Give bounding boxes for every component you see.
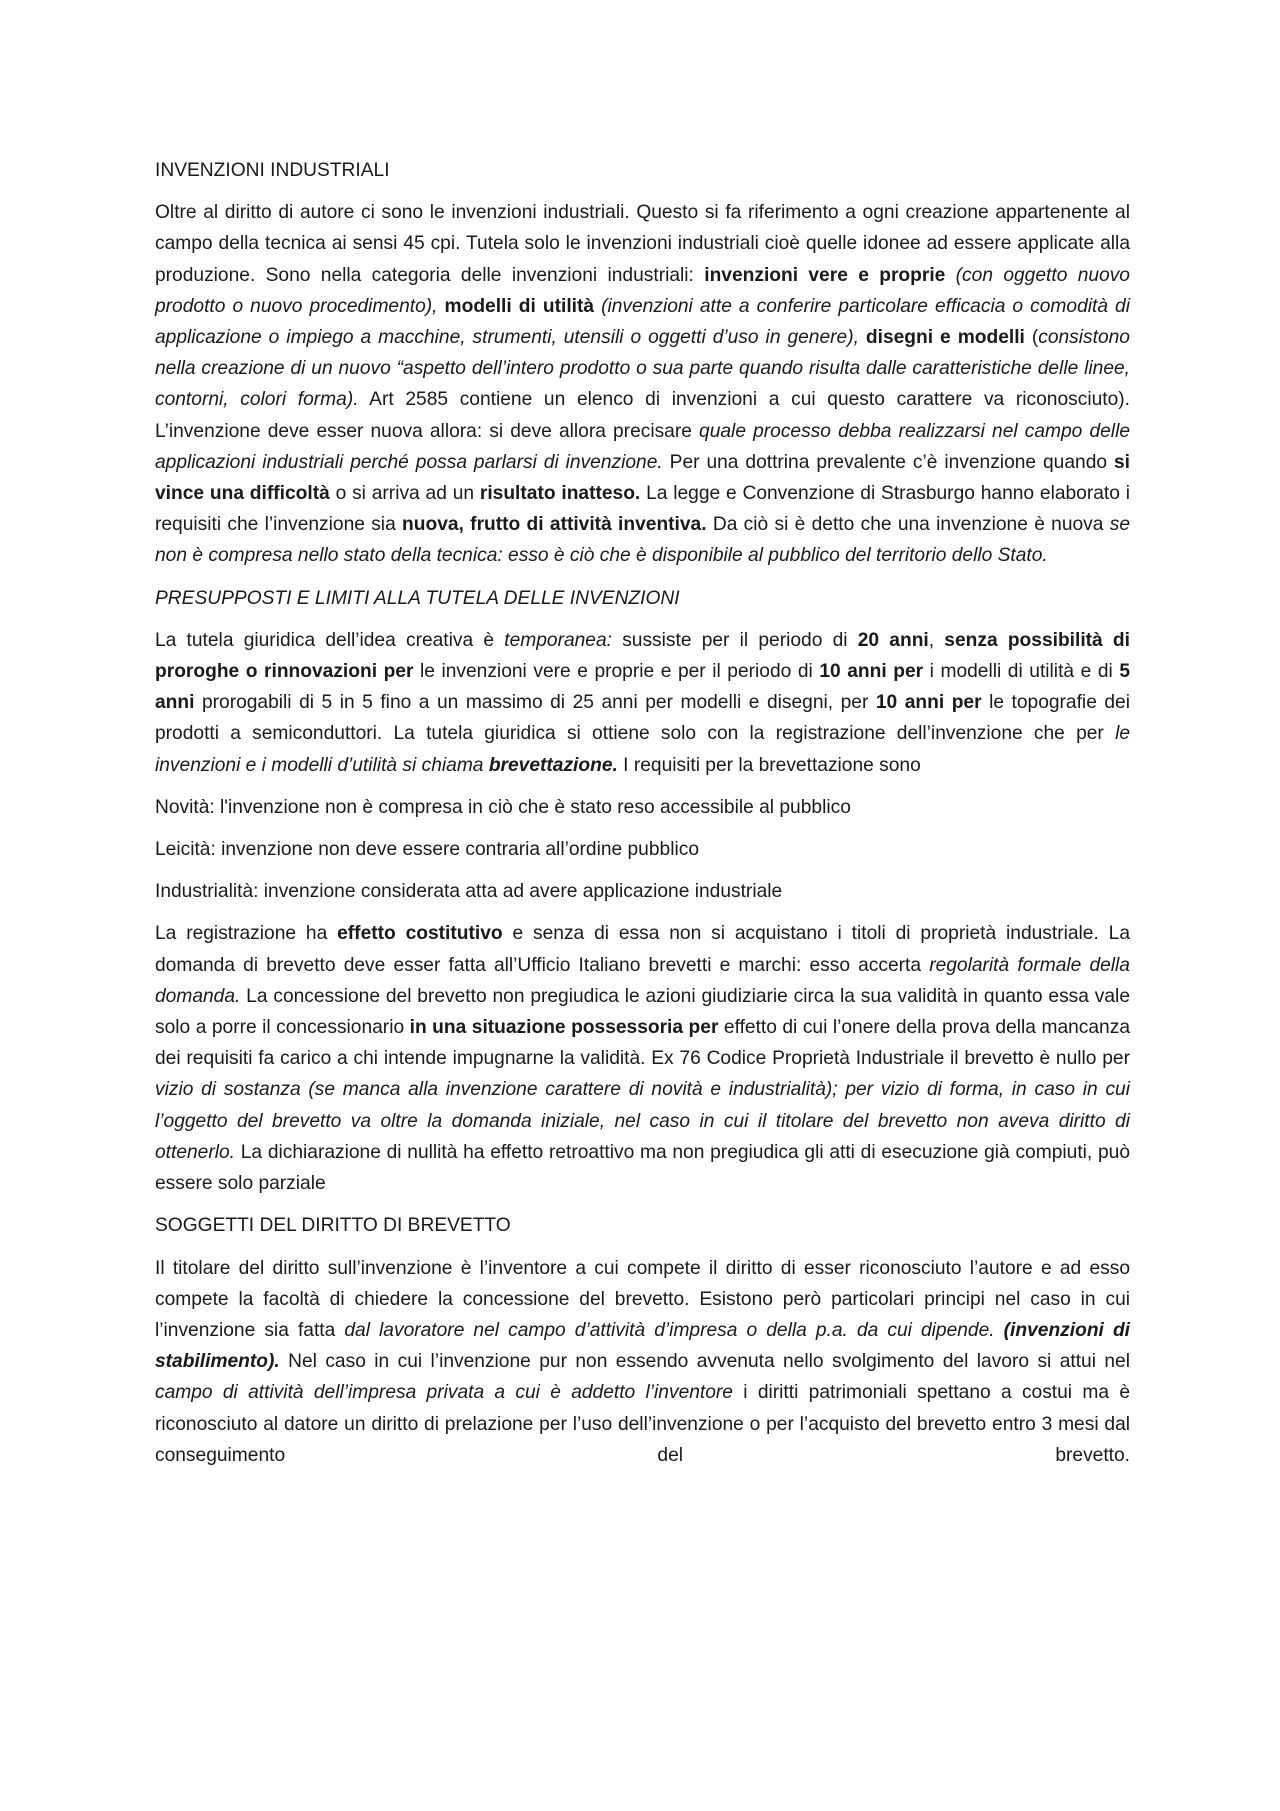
paragraph — [155, 1253, 1130, 1471]
text-run: in una situazione possessoria per — [409, 1017, 719, 1039]
requirement-novita: Novità: l'invenzione non è compresa in ciò che è stato reso accessibile al pubblico — [155, 796, 851, 818]
text-run: invenzioni vere e proprie — [704, 264, 946, 286]
text-run: o si arriva ad un — [329, 483, 480, 505]
text-run: sussiste per il periodo di — [611, 629, 858, 651]
text-run: brevettazione. — [488, 754, 618, 776]
requirement-industrialita: Industrialità: invenzione considerata atta ad avere applicazione industriale — [155, 881, 783, 903]
text-run: campo di attività dell’impresa privata a cui è addetto l’inventore — [155, 1382, 733, 1404]
text-run: 10 anni per — [819, 661, 924, 683]
text-run: Da ciò si è detto che una invenzione è nuova — [706, 514, 1110, 536]
text-run: effetto di cui l’onere della prova della mancanza dei requisiti fa carico a chi intende impugnarne la validità. Ex 76 Codice Proprietà Industriale il brevetto è nullo per — [155, 1017, 1130, 1070]
section-title-invenzioni-industriali: INVENZIONI INDUSTRIALI — [155, 160, 390, 181]
text-run: le invenzioni vere e proprie e per il periodo di — [413, 661, 820, 683]
text-run: I requisiti per la brevettazione sono — [617, 754, 921, 776]
paragraph — [155, 918, 1130, 1199]
text-run: i diritti patrimoniali spettano a costui ma è riconosciuto al datore un diritto di prelazione per l’uso dell’invenzione o per l’acquisto del brevetto entro 3 mesi dal conseguimento del brevetto. — [155, 1382, 1130, 1466]
text-run: consistono nella creazione di un nuovo “aspetto dell’intero prodotto o sua parte quando risulta dalle caratteristiche delle linee, contorni, colori forma). — [155, 327, 1130, 411]
paragraph — [155, 197, 1130, 571]
document-page — [155, 155, 1130, 1482]
text-run: (con oggetto nuovo prodotto o nuovo procedimento), — [155, 264, 1130, 317]
text-run: Nel caso in cui l’invenzione pur non essendo avvenuta nello svolgimento del lavoro si attui nel — [279, 1351, 1130, 1373]
text-run: risultato inatteso. — [479, 483, 641, 505]
text-run: La dichiarazione di nullità ha effetto retroattivo ma non pregiudica gli atti di esecuzione già compiuti, può essere solo parziale — [155, 1141, 1130, 1195]
text-run: nuova, frutto di attività inventiva. — [402, 514, 707, 536]
text-run: le topografie dei prodotti a semiconduttori. La tutela giuridica si ottiene solo con la registrazione dell’invenzione che per — [155, 692, 1130, 745]
text-run: ( — [1024, 327, 1039, 349]
text-run: le invenzioni e i modelli d’utilità si chiama — [155, 723, 1130, 776]
text-run: 10 anni per — [875, 692, 982, 714]
text-run: modelli di utilità — [437, 295, 595, 317]
section-title-soggetti: SOGGETTI DEL DIRITTO DI BREVETTO — [155, 1215, 511, 1237]
text-run: La concessione del brevetto non pregiudica le azioni giudiziarie circa la sua validità in quanto essa vale solo a porre il concessionario — [155, 985, 1130, 1039]
requirement-liceita: Leicità: invenzione non deve essere contraria all’ordine pubblico — [155, 839, 699, 861]
text-run: , — [928, 629, 945, 651]
text-run: Il titolare del diritto sull’invenzione è l’inventore a cui compete il diritto di esser riconosciuto l’autore e ad esso compete la facoltà di chiedere la concessione del brevetto. Esistono però particolari principi nel caso in cui l’invenzione sia fatta — [155, 1257, 1130, 1341]
text-run: Per una dottrina prevalente c’è invenzione quando — [662, 451, 1114, 473]
text-run: e senza di essa non si acquistano i titoli di proprietà industriale. La domanda di brevetto deve esser fatta all’Ufficio Italiano brevetti e marchi: esso accerta — [155, 923, 1131, 976]
text-run: regolarità formale della domanda. — [155, 954, 1130, 1007]
text-run: Oltre al diritto di autore ci sono le invenzioni industriali. Questo si fa riferimento a ogni creazione appartenente al campo della tecnica ai sensi 45 cpi. Tutela solo le invenzioni industriali cioè quelle idonee ad essere applicate alla produzione. Sono nella categoria delle invenzioni industriali: — [155, 202, 1130, 286]
text-run: senza possibilità di proroghe o rinnovazioni per — [155, 629, 1130, 683]
text-run: temporanea: — [504, 629, 612, 651]
text-run: La registrazione ha — [155, 923, 338, 945]
text-run: se non è compresa nello stato della tecnica: esso è ciò che è disponibile al pubblico del territorio dello Stato. — [155, 514, 1131, 567]
text-run: (invenzioni di stabilimento). — [155, 1319, 1130, 1373]
text-run: (invenzioni atte a conferire particolare efficacia o comodità di applicazione o impiego a macchine, strumenti, utensili o oggetti d’uso in genere), — [155, 295, 1130, 349]
text-run: prorogabili di 5 in 5 fino a un massimo di 25 anni per modelli e disegni, per — [194, 692, 876, 714]
text-run: 20 anni — [857, 629, 929, 651]
paragraph — [155, 625, 1130, 781]
text-run: vizio di sostanza (se manca alla invenzione carattere di novità e industrialità); per vizio di forma, in caso in cui l’oggetto del brevetto va oltre la domanda iniziale, nel caso in cui il titolare del brevetto non aveva diritto di ottenerlo. — [155, 1079, 1130, 1163]
section-title-presupposti: PRESUPPOSTI E LIMITI ALLA TUTELA DELLE INVENZIONI — [155, 587, 680, 609]
text-run: i modelli di utilità e di — [923, 661, 1120, 683]
text-run: effetto costitutivo — [337, 923, 503, 945]
text-run: si vince una difficoltà — [155, 451, 1130, 505]
text-run: quale processo debba realizzarsi nel campo delle applicazioni industriali perché possa parlarsi di invenzione. — [155, 420, 1131, 473]
text-run: Art 2585 contiene un elenco di invenzioni a cui questo carattere va riconosciuto). L’invenzione deve esser nuova allora: si deve allora precisare — [155, 389, 1130, 442]
text-run: disegni e modelli — [858, 327, 1025, 349]
text-run: 5 anni — [155, 661, 1130, 714]
text-run: La tutela giuridica dell’idea creativa è — [155, 629, 505, 651]
text-run: La legge e Convenzione di Strasburgo hanno elaborato i requisiti che l’invenzione sia — [155, 483, 1130, 536]
text-run: dal lavoratore nel campo d’attività d’impresa o della p.a. da cui dipende. — [344, 1319, 995, 1341]
